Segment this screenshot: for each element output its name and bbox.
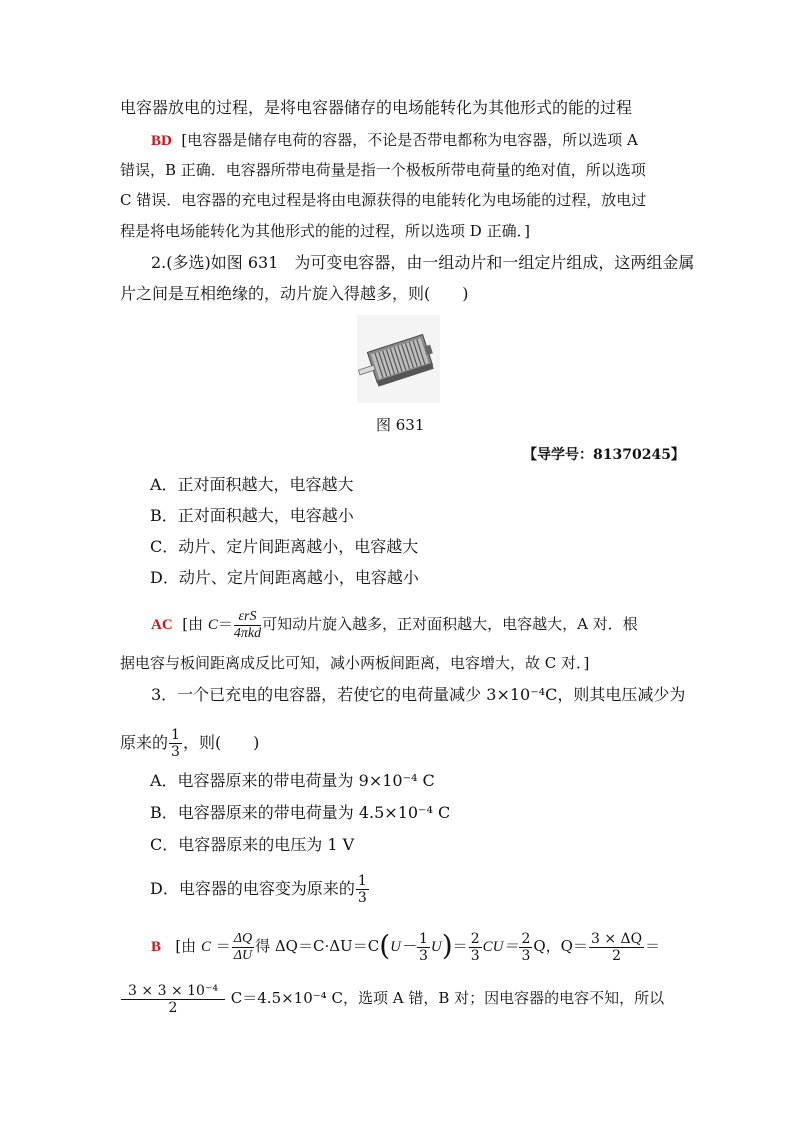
q3-f1-num: ΔQ: [233, 930, 253, 946]
q3-fraction-dq-du: [232, 931, 254, 964]
q3-option-d-den: 3: [357, 890, 367, 906]
figure-caption: 图 631: [376, 416, 425, 434]
q3-f3-den: 3: [470, 947, 480, 964]
q3-frac-den: 3: [171, 744, 180, 760]
q1-solution-line-2: 错误，B 正确．电容器所带电荷量是指一个极板所带电荷量的绝对值，所以选项: [120, 161, 646, 179]
q3-text-de: 得 ΔQ＝C·ΔU＝C: [255, 937, 380, 955]
q3-f3-num: 2: [470, 930, 480, 947]
q2-option-b: B．正对面积越大，电容越小: [150, 506, 354, 525]
q3-f5-num: 3 × ΔQ: [590, 930, 643, 947]
q3-stem-pre: 原来的: [120, 733, 169, 752]
q2-solution-line-2: 据电容与板间距离成反比可知，减小两板间距离，电容增大，故 C 对．]: [120, 654, 590, 672]
q3-stem-post: ，则( ): [182, 733, 260, 752]
q3-fraction-two-thirds-b: [519, 931, 532, 964]
q1-answer: BD: [151, 133, 172, 149]
q1-solution-text-1: [电容器是储存电荷的容器，不论是否带电都称为电容器，所以选项 A: [181, 131, 638, 149]
q3-fraction-numeric: [121, 983, 225, 1016]
q2-formula-c: C: [207, 617, 218, 633]
q3-answer: B: [151, 939, 162, 955]
q2-solution-text: 可知动片旋入越多，正对面积越大，电容越大，A 对．根: [262, 615, 638, 633]
q3-option-b: B．电容器原来的带电荷量为 4.5×10⁻⁴ C: [150, 803, 451, 822]
q3-one-third-fraction: [169, 727, 182, 760]
q2-stem-line-1: 2.(多选)如图 631 为可变电容器，由一组动片和一组定片组成，这两组金属: [151, 253, 695, 272]
q2-solution-open: [由: [182, 615, 208, 633]
q2-option-d: D．动片、定片间距离越小，电容越小: [150, 568, 419, 587]
q2-capacitance-fraction: [234, 609, 261, 642]
q3-fraction-two-thirds-a: [469, 931, 482, 964]
q3-option-d: [150, 871, 370, 907]
q3-option-d-num: 1: [357, 873, 367, 889]
q1-solution-line-1: [151, 130, 638, 151]
q3-option-c: C．电容器原来的电压为 1 V: [150, 835, 355, 854]
q1-solution-line-4: 程是将电场能转化为其他形式的能的过程，所以选项 D 正确．]: [120, 222, 530, 240]
q3-eq1: ＝: [452, 937, 468, 955]
q3-fraction-one-third: [417, 931, 430, 964]
q3-option-a: A．电容器原来的带电荷量为 9×10⁻⁴ C: [150, 771, 435, 790]
q2-formula-eq: ＝: [217, 615, 233, 633]
q1-solution-line-3: C 错误．电容器的充电过程是将由电源获得的电能转化为电场能的过程，放电过: [120, 191, 647, 209]
q3-stem-line-1: 3．一个已充电的电容器，若使它的电荷量减少 3×10⁻⁴C，则其电压减少为: [151, 685, 686, 704]
q3-cu: CU＝: [482, 939, 519, 955]
q3-f2-num: 1: [418, 930, 428, 947]
q2-stem-line-2: 片之间是互相绝缘的，动片旋入得越多，则( ): [120, 284, 469, 303]
variable-capacitor-image: [357, 315, 440, 403]
q3-option-d-text: D．电容器的电容变为原来的: [150, 879, 355, 898]
q3-solution-line-1: B [由 C ＝ $\frac{\Delta Q}{\Delta U}$ 得 ΔQ＝C·ΔU＝C(U－ $\frac{1}{3}$ U)＝ $\frac{2}{3}$ CU＝ $\frac{2}{3}$ Q，Q＝ $\frac{3 \times \Delta Q}{2}$ ＝: [151, 929, 661, 964]
q3-f6-den: 2: [168, 999, 178, 1016]
q2-option-a: A．正对面积越大，电容越大: [150, 475, 354, 494]
q3-q-comma: Q，Q＝: [533, 937, 588, 955]
q3-f4-den: 3: [521, 947, 531, 964]
reference-number: 【导学号：81370245】: [523, 447, 685, 463]
q2-solution-line-1: [151, 606, 638, 643]
q2-option-c: C．动片、定片间距离越小，电容越大: [150, 537, 419, 556]
q3-stem-line-2: [120, 725, 259, 761]
q3-f4-num: 2: [521, 930, 531, 947]
q3-f2-den: 3: [418, 947, 428, 964]
q3-option-d-fraction: [356, 873, 369, 906]
q2-frac-num: εrS: [234, 609, 261, 626]
q3-solution-text-2: C＝4.5×10⁻⁴ C，选项 A 错，B 对；因电容器的电容不知，所以: [230, 989, 665, 1007]
q3-fraction-3dq-2: [589, 931, 644, 964]
q3-solution-line-2: [120, 978, 664, 1018]
top-text-line: 电容器放电的过程，是将电容器储存的电场能转化为其他形式的能的过程: [120, 98, 633, 117]
q2-frac-den: 4πkd: [233, 625, 262, 641]
q3-paren-u: U－: [390, 939, 416, 955]
q2-answer: AC: [151, 617, 173, 633]
q3-f1-den: ΔU: [233, 947, 253, 963]
q3-frac-num: 1: [171, 727, 180, 743]
q3-solution-open: [由: [175, 937, 201, 955]
q3-f6-num: 3 × 3 × 10⁻⁴: [121, 983, 225, 1000]
q3-f5-den: 2: [612, 947, 622, 964]
q3-paren-u2: U: [430, 939, 442, 955]
